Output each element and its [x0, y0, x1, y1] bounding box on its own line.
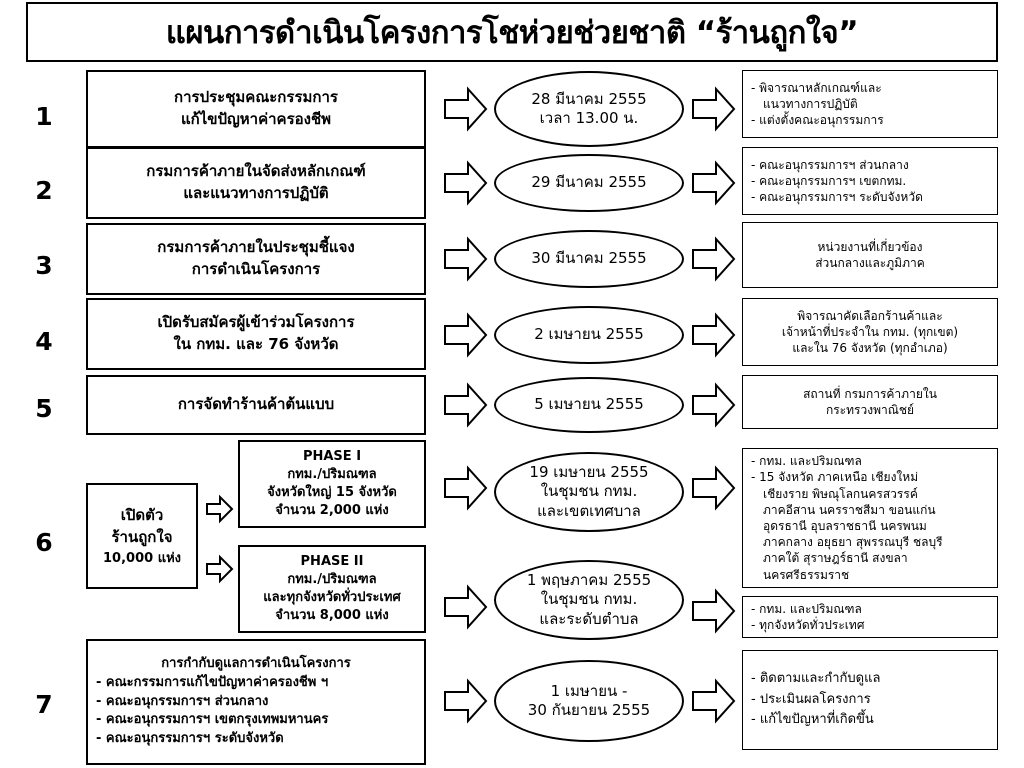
right-arrow-icon [692, 467, 736, 509]
note-box [742, 70, 998, 138]
step-box [86, 375, 426, 435]
step-number: 6 [35, 528, 53, 557]
phase-line: PHASE I [302, 448, 362, 464]
note-box [742, 375, 998, 429]
right-arrow-icon [444, 467, 488, 509]
step-box [86, 70, 426, 148]
date-line: 30 กันยายน 2555 [527, 701, 651, 719]
note-box [742, 448, 998, 588]
monitor-item: - คณะอนุกรรมการฯ ส่วนกลาง [96, 693, 269, 709]
step-box [86, 298, 426, 370]
launch-box [86, 483, 198, 589]
right-arrow-icon [692, 88, 736, 130]
note-line: - กทม. และปริมณฑล [751, 454, 862, 469]
monitor-title: การกำกับดูแลการดำเนินโครงการ [161, 655, 351, 671]
right-arrow-icon [692, 238, 736, 280]
note-line: ส่วนกลางและภูมิภาค [815, 256, 925, 270]
note-line: - 15 จังหวัด ภาคเหนือ เชียงใหม่ [751, 470, 919, 485]
right-arrow-icon [444, 384, 488, 426]
phase-1-box [238, 440, 426, 528]
step-number: 2 [35, 176, 53, 205]
date-oval [494, 230, 684, 288]
date-line: 30 มีนาคม 2555 [531, 249, 647, 268]
right-arrow-icon [692, 162, 736, 204]
date-oval [494, 154, 684, 212]
step-line: การจัดทำร้านค้าต้นแบบ [177, 395, 335, 414]
note-line: แนวทางการปฏิบัติ [763, 96, 858, 111]
note-line: นครศรีธรรมราช [763, 567, 850, 582]
date-oval [494, 452, 684, 532]
note-line: - คณะอนุกรรมการฯ ส่วนกลาง [751, 157, 909, 172]
page-title [26, 2, 998, 62]
date-line: 1 เมษายน - [550, 681, 628, 700]
note-box [742, 147, 998, 215]
date-line: 2 เมษายน 2555 [534, 325, 644, 344]
date-line: เวลา 13.00 น. [539, 109, 639, 127]
right-arrow-icon [444, 162, 488, 204]
note-box [742, 222, 998, 288]
phase-line: กทม./ปริมณฑล [287, 571, 377, 587]
step-line: ใน กทม. และ 76 จังหวัด [173, 335, 339, 353]
right-arrow-icon [444, 586, 488, 628]
launch-line: ร้านถูกใจ [111, 528, 173, 547]
date-line: 19 เมษายน 2555 [529, 462, 649, 481]
right-arrow-icon [444, 88, 488, 130]
date-oval [494, 306, 684, 364]
right-arrow-icon [444, 680, 488, 722]
note-line: เชียงราย พิษณุโลกนครสวรรค์ [763, 486, 918, 501]
step-number: 3 [35, 251, 53, 280]
note-box [742, 596, 998, 638]
step-line: แก้ไขปัญหาค่าครองชีพ [180, 110, 332, 128]
date-line: ในชุมชน กทม. [540, 482, 638, 501]
note-line: - คณะอนุกรรมการฯ เขตกทม. [751, 173, 907, 188]
date-oval [494, 660, 684, 742]
right-arrow-icon [444, 314, 488, 356]
step-line: การดำเนินโครงการ [191, 260, 321, 278]
date-line: 28 มีนาคม 2555 [531, 89, 647, 108]
note-line: เจ้าหน้าที่ประจำใน กทม. (ทุกเขต) [781, 324, 959, 339]
step-line: การประชุมคณะกรรมการ [174, 88, 338, 107]
note-line: หน่วยงานที่เกี่ยวข้อง [817, 239, 923, 254]
phase-line: และทุกจังหวัดทั่วประเทศ [263, 590, 401, 605]
note-line: - คณะอนุกรรมการฯ ระดับจังหวัด [751, 190, 923, 205]
phase-2-box [238, 545, 426, 633]
note-line: - กทม. และปริมณฑล [751, 601, 862, 616]
right-arrow-icon [444, 238, 488, 280]
monitor-item: - คณะอนุกรรมการฯ ระดับจังหวัด [96, 731, 284, 747]
launch-line: เปิดตัว [120, 505, 164, 524]
step-number: 4 [35, 327, 53, 356]
note-line: ภาคอีสาน นครราชสีมา ขอนแก่น [763, 502, 936, 517]
right-arrow-icon [692, 384, 736, 426]
date-line: 5 เมษายน 2555 [534, 395, 644, 414]
step-box [86, 147, 426, 219]
step-line: กรมการค้าภายในประชุมชี้แจง [157, 238, 355, 257]
note-line: ภาคใต้ สุราษฎร์ธานี สงขลา [763, 551, 908, 566]
phase-line: PHASE II [300, 553, 364, 569]
date-line: ในชุมชน กทม. [540, 590, 638, 609]
step-line: กรมการค้าภายในจัดส่งหลักเกณฑ์ [146, 162, 366, 181]
phase-line: กทม./ปริมณฑล [287, 466, 377, 482]
note-box [742, 650, 998, 750]
right-arrow-icon [206, 496, 234, 522]
phase-line: จำนวน 8,000 แห่ง [275, 608, 389, 624]
step-line: และแนวทางการปฏิบัติ [183, 184, 329, 202]
step-number: 7 [35, 690, 53, 719]
monitor-box [86, 639, 426, 765]
step-line: เปิดรับสมัครผู้เข้าร่วมโครงการ [157, 313, 355, 332]
right-arrow-icon [692, 680, 736, 722]
note-line: สถานที่ กรมการค้าภายใน [803, 386, 937, 401]
right-arrow-icon [692, 314, 736, 356]
step-number: 1 [35, 102, 53, 131]
date-oval [494, 71, 684, 147]
note-line: - ประเมินผลโครงการ [751, 691, 871, 707]
page-title-text: แผนการดำเนินโครงการโชห่วยช่วยชาติ “ร้านถูกใจ” [165, 15, 859, 51]
phase-line: จังหวัดใหญ่ 15 จังหวัด [267, 485, 397, 500]
right-arrow-icon [692, 590, 736, 632]
note-line: - แต่งตั้งคณะอนุกรรมการ [751, 113, 884, 128]
date-oval [494, 377, 684, 433]
date-line: 29 มีนาคม 2555 [531, 173, 647, 192]
note-line: และใน 76 จังหวัด (ทุกอำเภอ) [792, 341, 948, 356]
monitor-item: - คณะอนุกรรมการฯ เขตกรุงเทพมหานคร [96, 712, 329, 728]
note-line: พิจารณาคัดเลือกร้านค้าและ [797, 308, 943, 323]
date-line: และระดับตำบล [539, 609, 639, 628]
monitor-item: - คณะกรรมการแก้ไขปัญหาค่าครองชีพ ฯ [96, 674, 329, 690]
note-line: ภาคกลาง อยุธยา สุพรรณบุรี ชลบุรี [763, 535, 943, 550]
note-line: - ทุกจังหวัดทั่วประเทศ [751, 618, 865, 632]
note-line: กระทรวงพาณิชย์ [825, 403, 915, 417]
step-number: 5 [35, 394, 53, 423]
launch-line: 10,000 แห่ง [103, 550, 181, 566]
note-line: - ติดตามและกำกับดูแล [751, 670, 881, 686]
note-line: - แก้ไขปัญหาที่เกิดขึ้น [751, 712, 874, 728]
note-line: - พิจารณาหลักเกณฑ์และ [751, 80, 882, 95]
note-box [742, 298, 998, 366]
date-line: และเขตเทศบาล [537, 501, 641, 520]
date-line: 1 พฤษภาคม 2555 [526, 570, 652, 589]
step-box [86, 223, 426, 295]
note-line: อุดรธานี อุบลราชธานี นครพนม [763, 519, 927, 533]
right-arrow-icon [206, 556, 234, 582]
date-oval [494, 560, 684, 640]
phase-line: จำนวน 2,000 แห่ง [275, 503, 389, 519]
